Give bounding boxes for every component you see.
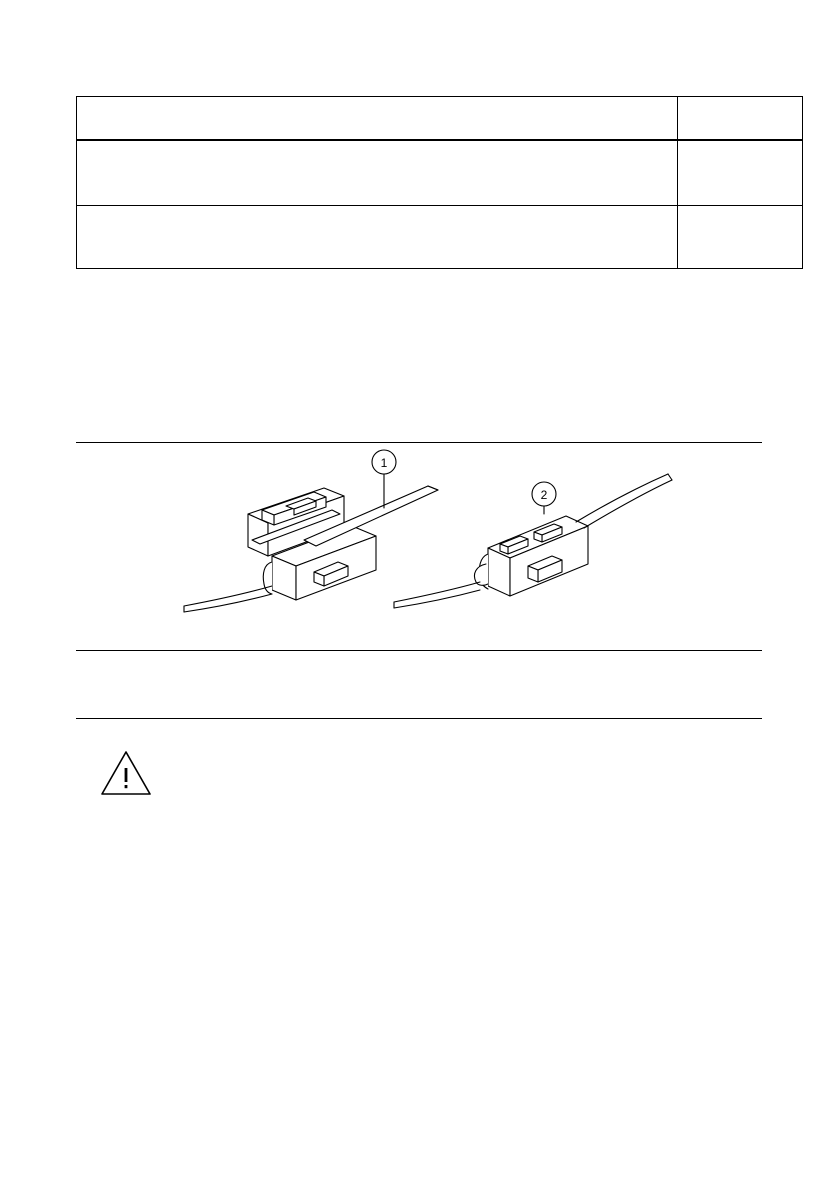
figure-caption: [80, 660, 680, 661]
table-cell-side: [678, 206, 803, 269]
table-cell-header-side: [678, 97, 803, 141]
table-cell-main: [77, 140, 678, 206]
table-cell-main: [77, 206, 678, 269]
figure-rule-bottom: [76, 718, 762, 719]
figure-rule-middle: [76, 650, 762, 651]
table-row: [77, 206, 803, 269]
connector-open-left: [184, 450, 438, 612]
footer-note: [76, 1120, 762, 1121]
connector-figure: [76, 444, 762, 648]
figure-callout-1: 1: [380, 456, 388, 470]
warning-triangle-icon: [100, 748, 152, 803]
table-cell-header-main: [77, 97, 678, 141]
spec-table: [76, 96, 803, 269]
connector-closed-right: [394, 474, 672, 608]
figure-rule-top: [76, 442, 762, 443]
table-cell-side: [678, 140, 803, 206]
warning-block: [100, 748, 760, 803]
table-row-header: [77, 97, 803, 141]
table-row: [77, 140, 803, 206]
figure-callout-2: 2: [540, 488, 548, 502]
